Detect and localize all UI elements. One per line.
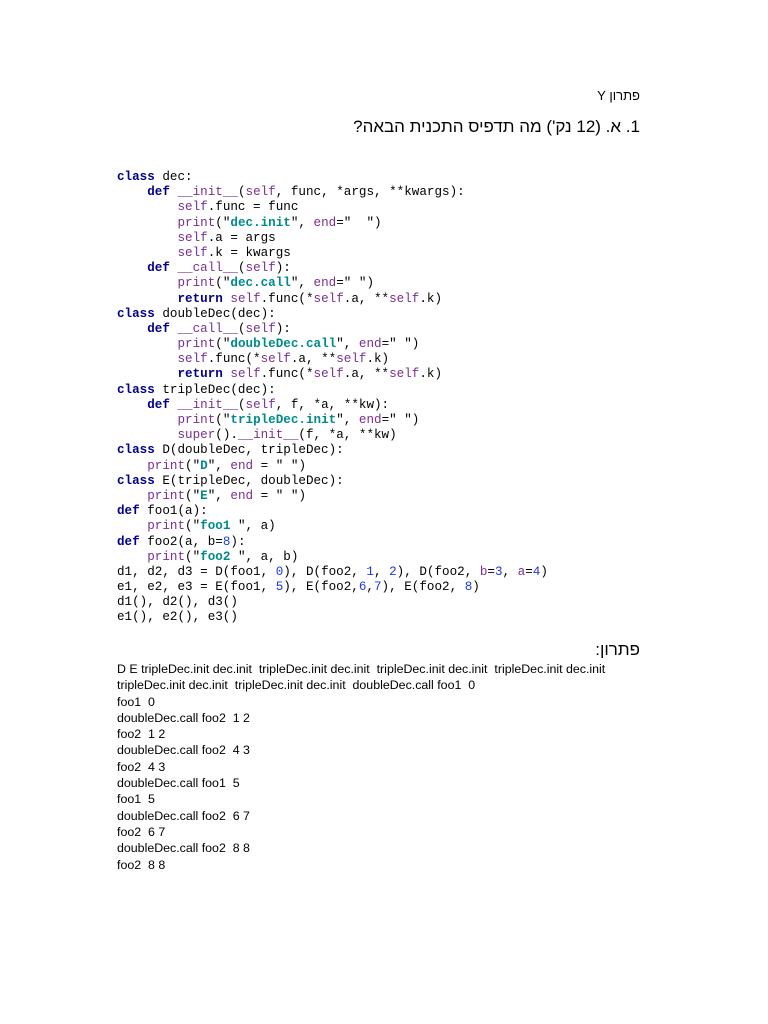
code-token: print	[177, 413, 216, 427]
code-line	[117, 231, 548, 246]
code-token	[117, 489, 147, 503]
code-line	[117, 170, 548, 185]
code-token: self	[313, 367, 344, 382]
code-token: D	[200, 458, 208, 473]
code-line	[117, 398, 548, 413]
code-token: ,	[366, 580, 374, 595]
code-token: ",	[207, 488, 231, 503]
code-token: e1(), e2(), e3()	[117, 610, 238, 625]
code-token: class	[117, 170, 155, 184]
code-token: self	[336, 352, 367, 367]
code-token	[117, 337, 177, 351]
code-token: b	[479, 564, 488, 579]
code-token	[117, 200, 177, 214]
code-token	[117, 413, 177, 427]
code-token: .k)	[366, 352, 390, 367]
code-token: 6	[358, 580, 367, 595]
code-token: ("	[215, 337, 231, 352]
code-token: .a, **	[343, 367, 390, 382]
code-token: ,	[373, 564, 390, 579]
code-token: (	[237, 261, 246, 276]
code-token: =	[525, 564, 533, 579]
solution-title: פתרון:	[595, 640, 640, 659]
code-token: ().	[215, 428, 238, 443]
code-token: foo1(a):	[139, 504, 208, 519]
code-line	[117, 383, 548, 398]
code-token: self	[230, 291, 261, 306]
code-token	[117, 428, 177, 442]
code-token: ("	[185, 549, 201, 564]
code-token	[117, 292, 177, 306]
code-line	[117, 489, 548, 504]
code-token	[117, 519, 147, 533]
question-title: 1. א. (12 נק') מה תדפיס התכנית הבאה?	[353, 117, 640, 136]
code-token: end	[358, 337, 382, 352]
code-line	[117, 367, 548, 382]
code-token	[117, 216, 177, 230]
code-token: end	[313, 215, 337, 230]
code-line	[117, 261, 548, 276]
code-token: dec.call	[230, 276, 291, 291]
code-token: )	[540, 564, 548, 579]
code-token	[117, 398, 147, 412]
code-token: self	[389, 367, 420, 382]
code-line	[117, 413, 548, 428]
code-token: .a = args	[207, 230, 276, 245]
output-line: doubleDec.call foo1 5	[117, 776, 240, 791]
code-token: __init__	[177, 397, 238, 412]
code-token: ("	[185, 488, 201, 503]
code-token: =" ")	[336, 276, 375, 291]
code-token: 1	[366, 564, 374, 579]
code-token: ), E(foo2,	[381, 580, 465, 595]
solution-output	[117, 661, 668, 873]
code-token: ("	[215, 215, 231, 230]
code-token: 5	[275, 580, 284, 595]
code-token: ", a)	[230, 519, 276, 534]
code-token: ",	[336, 413, 359, 427]
code-token: E	[200, 488, 208, 503]
code-token: def	[117, 504, 140, 519]
output-line: D E tripleDec.init dec.init tripleDec.init dec.init tripleDec.init dec.init tripleDec.init dec.init	[117, 662, 606, 676]
code-token: foo2(a, b=	[139, 534, 223, 549]
code-token: ("	[185, 458, 201, 473]
code-token: ,	[502, 564, 518, 579]
code-token: doubleDec.call	[230, 337, 337, 352]
code-token: ):	[230, 534, 246, 549]
code-line	[117, 535, 548, 550]
code-token: =	[487, 564, 495, 579]
code-line	[117, 504, 548, 519]
code-token: print	[147, 458, 186, 473]
code-token: end	[313, 276, 337, 291]
code-line	[117, 595, 548, 610]
code-line	[117, 185, 548, 200]
code-line	[117, 307, 548, 322]
code-token: ("	[185, 519, 201, 534]
code-token: ",	[290, 276, 314, 291]
code-token: super	[177, 428, 216, 443]
code-token: .func = func	[207, 200, 299, 215]
code-token: class	[117, 443, 155, 458]
code-token: print	[147, 549, 186, 564]
code-token	[117, 276, 177, 290]
code-token: tripleDec.init	[230, 413, 337, 427]
code-token	[117, 367, 177, 381]
code-token: ",	[290, 215, 314, 230]
code-line	[117, 246, 548, 261]
code-token: __init__	[177, 185, 238, 200]
code-line	[117, 443, 548, 458]
code-token: end	[230, 488, 254, 503]
output-line: foo2 6 7	[117, 824, 166, 839]
code-token: self	[177, 352, 208, 367]
code-token: dec:	[154, 170, 193, 184]
code-token: end	[358, 413, 382, 427]
code-token: class	[117, 473, 155, 488]
code-line	[117, 565, 548, 580]
code-block	[117, 170, 548, 626]
code-line	[117, 519, 548, 534]
code-token: end	[230, 458, 254, 473]
code-token: def	[147, 261, 170, 276]
code-token: e1, e2, e3 = E(foo1,	[117, 580, 276, 595]
code-token: = " ")	[253, 458, 306, 473]
code-token: a	[517, 564, 526, 579]
code-token: =" ")	[336, 215, 382, 230]
code-token: self	[230, 367, 261, 382]
code-token: =" ")	[381, 413, 420, 427]
code-token: d1, d2, d3 = D(foo1,	[117, 564, 276, 579]
code-token: print	[147, 488, 186, 503]
code-line	[117, 337, 548, 352]
code-token: self	[177, 230, 208, 245]
code-token: 8	[464, 580, 473, 595]
code-token: .func(*	[260, 291, 314, 306]
output-line: foo2 1 2	[117, 727, 166, 742]
code-token: D(doubleDec, tripleDec):	[154, 443, 344, 458]
code-token: ), E(foo2,	[283, 580, 359, 595]
code-token: ("	[215, 413, 231, 427]
output-line: foo1 0	[117, 694, 155, 709]
code-token: print	[147, 519, 186, 534]
code-line	[117, 610, 548, 625]
code-line	[117, 459, 548, 474]
code-line	[117, 200, 548, 215]
code-token: print	[177, 276, 216, 291]
code-token: class	[117, 382, 155, 397]
code-token: __init__	[237, 428, 299, 443]
output-line: doubleDec.call foo2 8 8	[117, 841, 250, 856]
code-token: print	[177, 215, 216, 230]
code-token: print	[177, 337, 216, 352]
code-token: self	[313, 291, 344, 306]
code-token: 3	[494, 564, 503, 579]
code-token: self	[245, 261, 276, 276]
code-token: def	[147, 321, 170, 336]
code-token: dec.init	[230, 215, 291, 230]
code-token	[117, 550, 147, 564]
code-token: __call__	[177, 261, 238, 276]
code-token: .a, **	[343, 291, 390, 306]
output-line: doubleDec.call foo2 4 3	[117, 743, 250, 758]
code-token: class	[117, 306, 155, 321]
code-token: self	[389, 291, 420, 306]
code-line	[117, 474, 548, 489]
code-token: self	[177, 245, 208, 260]
code-token: __call__	[177, 321, 238, 336]
code-line	[117, 352, 548, 367]
code-token: 2	[389, 564, 397, 579]
page-header: פתרון Y	[597, 88, 640, 103]
code-token: return	[177, 291, 223, 306]
code-token: , func, *args, **kwargs):	[275, 185, 465, 200]
code-token	[117, 246, 177, 260]
code-token: def	[147, 397, 170, 412]
code-token: def	[117, 534, 140, 549]
code-token: = " ")	[253, 488, 306, 503]
code-token: return	[177, 367, 223, 382]
code-token: .a, **	[290, 352, 337, 367]
output-line: foo2 4 3	[117, 759, 166, 774]
code-line	[117, 580, 548, 595]
output-line: foo1 5	[117, 792, 155, 807]
output-line: foo2 8 8	[117, 857, 166, 872]
code-token: ):	[275, 261, 291, 276]
code-token: ",	[207, 458, 231, 473]
code-line	[117, 322, 548, 337]
code-token: foo2	[200, 549, 231, 564]
code-token: E(tripleDec, doubleDec):	[154, 473, 344, 488]
code-token: )	[472, 580, 480, 595]
output-line: doubleDec.call foo2 1 2	[117, 710, 250, 725]
code-token: .k)	[419, 291, 443, 306]
code-line	[117, 216, 548, 231]
output-line: doubleDec.call foo2 6 7	[117, 808, 250, 823]
code-token: foo1	[200, 519, 231, 534]
code-token: self	[177, 200, 208, 215]
code-token: doubleDec(dec):	[154, 306, 276, 321]
code-token: (	[237, 185, 246, 200]
code-token: ), D(foo2,	[396, 564, 480, 579]
code-line	[117, 550, 548, 565]
code-token: tripleDec(dec):	[154, 382, 276, 397]
code-line	[117, 276, 548, 291]
code-token: self	[245, 185, 276, 200]
code-token: def	[147, 185, 170, 200]
code-token: .func(*	[260, 367, 314, 382]
code-token: 8	[222, 534, 231, 549]
code-line	[117, 428, 548, 443]
code-token: =" ")	[381, 337, 420, 352]
code-token: ",	[336, 337, 359, 352]
code-token	[117, 231, 177, 245]
code-token	[117, 459, 147, 473]
code-token: .k = kwargs	[207, 245, 291, 260]
code-token: .k)	[419, 367, 443, 382]
code-token: 7	[373, 580, 382, 595]
code-token: ):	[275, 321, 291, 336]
code-token: 4	[532, 564, 541, 579]
code-token: .func(*	[207, 352, 261, 367]
code-token	[117, 322, 147, 336]
code-token: (	[237, 321, 246, 336]
code-line	[117, 292, 548, 307]
output-line: tripleDec.init dec.init tripleDec.init dec.init doubleDec.call foo1 0	[117, 678, 476, 693]
code-token	[117, 185, 147, 199]
code-token: 0	[275, 564, 284, 579]
code-token: ", a, b)	[230, 549, 299, 564]
code-token: d1(), d2(), d3()	[117, 595, 238, 610]
code-token: self	[245, 397, 276, 412]
code-token: (	[237, 397, 246, 412]
code-token	[117, 261, 147, 275]
code-token	[117, 352, 177, 366]
code-token: ("	[215, 276, 231, 291]
code-token: self	[260, 352, 291, 367]
code-token: , f, *a, **kw):	[275, 397, 390, 412]
code-token: (f, *a, **kw)	[298, 428, 397, 443]
code-token: ), D(foo2,	[283, 564, 367, 579]
code-token: self	[245, 321, 276, 336]
